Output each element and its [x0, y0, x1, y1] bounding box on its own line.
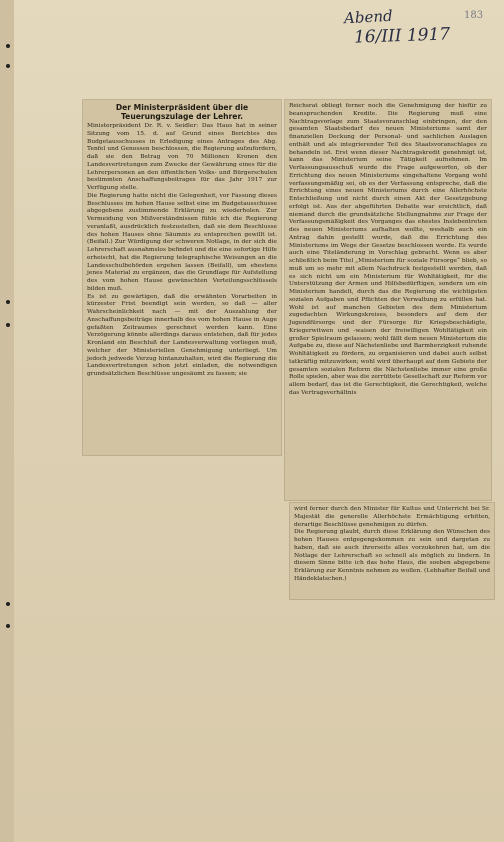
punch-hole: [6, 44, 10, 48]
clipping-paragraph: Die Regierung glaubt, durch diese Erklärung den Wünschen des hohen Hauses entgegengekommen zu sein und dargetan zu haben, daß sie auch ihrerseits alles vorzukehren hat, um die Notlage der Lehrerschaft so schnell als möglich zu lindern. In diesem Sinne bitte ich das hohe Haus, die soeben abgegebene Erklärung zur Kenntnis nehmen zu wollen. (Lebhafter Beifall und Händeklatschen.): [294, 529, 490, 582]
handwritten-annotation: [340, 6, 500, 46]
clipping-paragraph: Reichsrat obliegt ferner noch die Genehmigung der hiefür zu beanspruchenden Kredite. Die Regierung muß eine Nachtragsvorlage zum Staatsvoranschlag einbringen, der den gesamten Staatsbedarf des neuen Ministeriums samt der finanziellen Deckung der Personal- und sachlichen Auslagen enthält und als integrierender Teil des Staatsvoranschlages zu behandeln ist. Erst wenn dieser Nachtragskredit genehmigt ist, kann das Ministerium seine Tätigkeit aufnehmen. Im Verfassungsausschuß wurde die Frage aufgeworfen, ob der Errichtung des neuen Ministeriums eingehaltene Vorgang wohl verfassungsmäßig sei, ob es der Verfassung entspreche, daß die Errichtung eines neuen Ministeriums durch eine Allerhöchste Entschließung und nicht durch einen Akt der Gesetzgebung erfolgt ist. Aus der abgeführten Debatte war ersichtlich, daß niemand durch die grundsätzliche Stellungnahme zur Frage der Verfassungsmäßigkeit des Vorganges das ehestes Inslebentreten des neuen Ministeriums aufhalten wollte, weshalb auch ein Antrag dahin gestellt wurde, daß die Errichtung des Ministeriums im Wege der Gesetze beschlossen werde. Es wurde auch eine Titeländerung in Vorschlag gebracht. Wenn es aber schließlich beim Titel „Ministerium für soziale Fürsorge“ blieb, so muß um so mehr mit allem Nachdruck festgestellt werden, daß es sich nicht um ein Ministerium für Wohltätigkeit, für die Unterstützung der Armen und Hilfsbedürftigen, sondern um ein Ministerium handelt, durch das die Regierung die wichtigsten sozialen Aufgaben und Pflichten der Verwaltung zu erfüllen hat. Wohl ist auf manchen Gebieten des dem Ministerium zugedachten Wirkungskreises, besonders auf dem der Jugendfürsorge und der Fürsorge für Kriegsbeschädigte, Kriegerwitwen und -waisen der freiwilligen Wohltätigkeit ein großer Spielraum gelassen; wohl fällt dem neuen Ministerium die Aufgabe zu, diese auf Nächstenliebe und Barmherzigkeit ruhende Wohltätigkeit zu fördern, zu organisieren und dabei auch selbst tatkräftig mitzuwirken; wohl wird überhaupt auf dem Gebiete der gesamten sozialen Reform die Nächstenliebe immer eine große Rolle spielen, aber was die zerrüttete Gesellschaft zur Reform vor allem bedarf, das ist die Gerechtigkeit, die Gerechtigkeit, welche das Vertragsverhältnis: [289, 103, 487, 396]
annotation-word: Abend: [343, 6, 394, 28]
punch-hole: [6, 323, 10, 327]
annotation-date: 16/III 1917: [353, 24, 451, 48]
newspaper-clipping-left: [83, 100, 281, 455]
clipping-column: [289, 103, 487, 398]
newspaper-clipping-right: [285, 100, 491, 500]
clipping-column: [87, 103, 277, 379]
punch-hole: [6, 300, 10, 304]
binder-margin: [0, 0, 14, 842]
newspaper-clipping-continuation: [290, 503, 494, 599]
clipping-column: [294, 506, 490, 584]
clipping-paragraph: Ministerpräsident Dr. R. v. Seidler: Das Haus hat in seiner Sitzung vom 15. d. auf Grund eines Berichtes des Budgetausschusses in Erledigung eines Antrages des Abg. Tenfel und Genossen beschlossen, die Regierung aufzufordern, daß sie den Betrag von 70 Millionen Kronen den Landesvertretungen zum Zwecke der Gewährung eines für die Lehrerpersonen an den öffentlichen Volks- und Bürgerschulen bestimmten Anschaffungsbeitrages für das Jahr 1917 zur Verfügung stelle.: [87, 123, 277, 191]
punch-hole: [6, 64, 10, 68]
punch-hole: [6, 602, 10, 606]
clipping-headline: Der Ministerpräsident über die Teuerungszulage der Lehrer.: [115, 103, 249, 121]
page-number-stamp: 183: [464, 10, 484, 21]
clipping-paragraph: Die Regierung hatte nicht die Gelegenheit, vor Fassung dieses Beschlusses im hohen Hause selbst eine im Budgetausschusse abgegebene zustimmende Erklärung zu wiederholen. Zur Vermeidung von Mißverständnissen fühle ich die Regierung veranlaßt, ausdrücklich festzustellen, daß sie dem Beschlusse des hohen Hauses ohne Säumnis zu entsprechen gewillt ist. (Beifall.) Zur Würdigung der schweren Notlage, in der sich die Lehrerschaft ausnahmslos befindet und die eine sofortige Hilfe erheischt, hat die Regierung telegraphische Weisungen an die Landesschulbehörden ergehen lassen (Beifall), um ehestens jenes Material zu ergänzen, das die Grundlage für Aufstellung des vom hohen Hause gewünschten Verteilungsschlüssels bilden muß.: [87, 192, 277, 292]
clipping-paragraph: Es ist zu gewärtigen, daß die erwähnten Vorarbeiten in kürzester Frist beendigt sein werden, so daß — aller Wahrscheinlichkeit nach — mit der Auszahlung der Anschaffungsbeiträge innerhalb des vom hohen Hause in Auge gefaßten Zeitraumes gerechnet werden kann. Eine Verzögerung könnte allerdings daraus entstehen, daß für jedes Kronland ein Beschluß der Landesverwaltung vorliegen muß, welcher der Ministeriellen Genehmigung unterliegt. Um jedoch jedwede Verzug hintanzuhalten, wird die Regierung die Landesvertretungen schon jetzt einladen, die notwendigen grundsätzlichen Beschlüsse ungesäumt zu fassen; sie: [87, 293, 277, 377]
punch-hole: [6, 624, 10, 628]
clipping-paragraph: wird ferner durch den Minister für Kultus und Unterricht bei Sr. Majestät die generelle Allerhöchste Ermächtigung erbitten, derartige Beschlüsse genehmigen zu dürfen.: [294, 506, 490, 528]
